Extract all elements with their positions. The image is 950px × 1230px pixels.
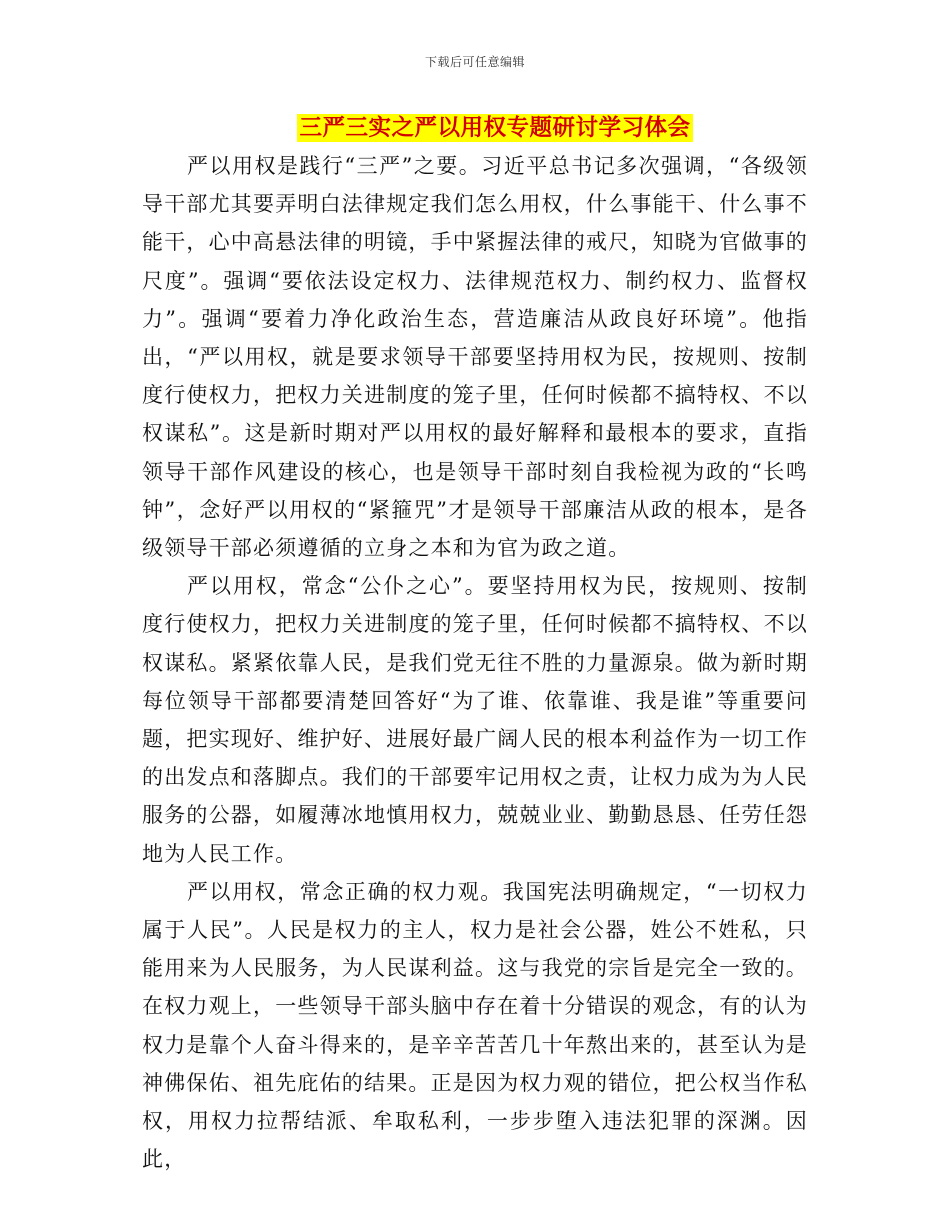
title-container (0, 114, 950, 142)
document-title: 三严三实之严以用权专题研讨学习体会 (299, 115, 691, 141)
document-body (142, 147, 808, 1178)
paragraph-1: 严以用权是践行“三严”之要。习近平总书记多次强调，“各级领导干部尤其要弄明白法律规定我们怎么用权，什么事能干、什么事不能干，心中高悬法律的明镜，手中紧握法律的戒尺，知晓为官做事的尺度”。强调“要依法设定权力、法律规范权力、制约权力、监督权力”。强调“要着力净化政治生态，营造廉洁从政良好环境”。他指出，“严以用权，就是要求领导干部要坚持用权为民，按规则、按制度行使权力，把权力关进制度的笼子里，任何时候都不搞特权、不以权谋私”。这是新时期对严以用权的最好解释和最根本的要求，直指领导干部作风建设的核心，也是领导干部时刻自我检视为政的“长鸣钟”，念好严以用权的“紧箍咒”才是领导干部廉洁从政的根本，是各级领导干部必须遵循的立身之本和为官为政之道。 (142, 154, 808, 561)
page-header-note: 下载后可任意编辑 (424, 55, 525, 69)
paragraph-3: 严以用权，常念正确的权力观。我国宪法明确规定，“一切权力属于人民”。人民是权力的主人，权力是社会公器，姓公不姓私，只能用来为人民服务，为人民谋利益。这与我党的宗旨是完全一致的。在权力观上，一些领导干部头脑中存在着十分错误的观念，有的认为权力是靠个人奋斗得来的，是辛辛苦苦几十年熬出来的，甚至认为是神佛保佑、祖先庇佑的结果。正是因为权力观的错位，把公权当作私权，用权力拉帮结派、牟取私利，一步步堕入违法犯罪的深渊。因此， (142, 879, 808, 1172)
paragraph-2: 严以用权，常念“公仆之心”。要坚持用权为民，按规则、按制度行使权力，把权力关进制度的笼子里，任何时候都不搞特权、不以权谋私。紧紧依靠人民，是我们党无往不胜的力量源泉。做为新时期每位领导干部都要清楚回答好“为了谁、依靠谁、我是谁”等重要问题，把实现好、维护好、进展好最广阔人民的根本利益作为一切工作的出发点和落脚点。我们的干部要牢记用权之责，让权力成为为人民服务的公器，如履薄冰地慎用权力，兢兢业业、勤勤恳恳、任劳任怨地为人民工作。 (142, 574, 808, 866)
